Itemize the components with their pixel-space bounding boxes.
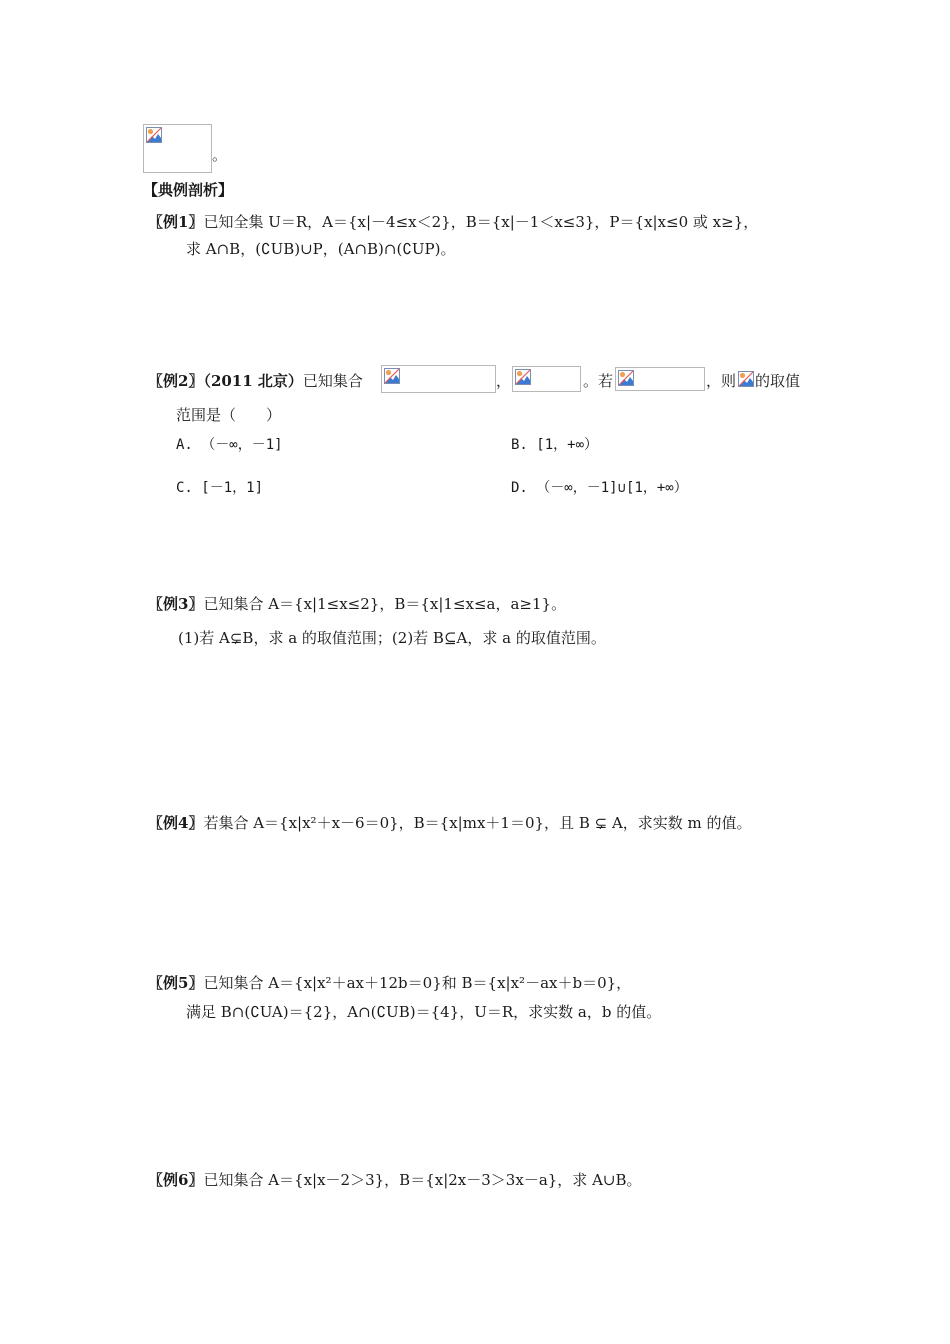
- image-placeholder-set-b: [512, 366, 581, 392]
- image-placeholder-set-a: [381, 365, 496, 393]
- option-b-letter: B.: [511, 437, 528, 453]
- example-1-line-1: [148, 211, 758, 232]
- image-placeholder-top: [143, 124, 212, 173]
- option-c-letter: C.: [176, 480, 193, 496]
- section-header: 【典例剖析】: [143, 181, 234, 199]
- broken-image-icon: [146, 127, 162, 143]
- option-a: [176, 434, 283, 454]
- broken-image-icon: [618, 370, 634, 386]
- option-c-text: [－1，1]: [201, 480, 264, 496]
- option-b-text: [1，+∞）: [536, 437, 599, 453]
- option-c: [176, 477, 263, 497]
- option-b: [511, 434, 598, 454]
- example-5-line-2: 满足 B∩(∁UA)＝{2}，A∩(∁UB)＝{4}，U＝R，求实数 a，b 的值。: [186, 1003, 662, 1021]
- example-3-line-1: [148, 593, 566, 614]
- option-d: [511, 477, 688, 497]
- broken-image-icon: [738, 371, 754, 387]
- example-2-text-a: 已知集合: [302, 372, 363, 390]
- example-5-line-1: [148, 972, 631, 993]
- option-d-letter: D.: [511, 480, 528, 496]
- broken-image-icon: [384, 368, 400, 384]
- example-2-comma-1: ，: [496, 372, 512, 390]
- example-2-label-group: [148, 370, 363, 391]
- top-period: 。: [212, 146, 228, 164]
- example-1-line-2: 求 A∩B，(∁UB)∪P，(A∩B)∩(∁UP)。: [186, 240, 456, 258]
- broken-image-icon: [515, 369, 531, 385]
- option-a-letter: A.: [176, 437, 193, 453]
- example-2-source: （2011 北京）: [203, 372, 303, 390]
- example-2-label: 〖例2〗: [148, 372, 204, 390]
- example-1-label: 〖例1〗: [148, 213, 204, 231]
- image-placeholder-condition: [615, 367, 705, 391]
- example-6-label: 〖例6〗: [148, 1171, 204, 1189]
- example-6-line-1: [148, 1169, 642, 1190]
- example-2-text-b: 的取值: [755, 372, 801, 390]
- example-2-line-2: 范围是（ ）: [176, 406, 282, 424]
- example-4-text: 若集合 A＝{x|x²＋x－6＝0}，B＝{x|mx＋1＝0}，且 B ⊊ A，求实数 m 的值。: [203, 814, 752, 832]
- example-6-text: 已知集合 A＝{x|x－2＞3}，B＝{x|2x－3＞3x－a}，求 A∪B。: [203, 1171, 642, 1189]
- example-1-text: 已知全集 U＝R，A＝{x|－4≤x＜2}，B＝{x|－1＜x≤3}，P＝{x|x≤0 或 x≥}，: [203, 213, 759, 231]
- example-5-text: 已知集合 A＝{x|x²＋ax＋12b＝0}和 B＝{x|x²－ax＋b＝0}，: [203, 974, 632, 992]
- example-2-period: 。若: [583, 372, 614, 390]
- example-4-label: 〖例4〗: [148, 814, 204, 832]
- example-3-text: 已知集合 A＝{x|1≤x≤2}，B＝{x|1≤x≤a，a≥1}。: [203, 595, 567, 613]
- example-3-label: 〖例3〗: [148, 595, 204, 613]
- example-4-line-1: [148, 812, 752, 833]
- option-a-text: （－∞，－1]: [201, 437, 283, 453]
- example-2-comma-2: ，则: [706, 372, 737, 390]
- example-5-label: 〖例5〗: [148, 974, 204, 992]
- option-d-text: （－∞，－1]∪[1，+∞）: [536, 480, 688, 496]
- example-3-line-2: (1)若 A⊊B，求 a 的取值范围；(2)若 B⊆A，求 a 的取值范围。: [178, 629, 606, 647]
